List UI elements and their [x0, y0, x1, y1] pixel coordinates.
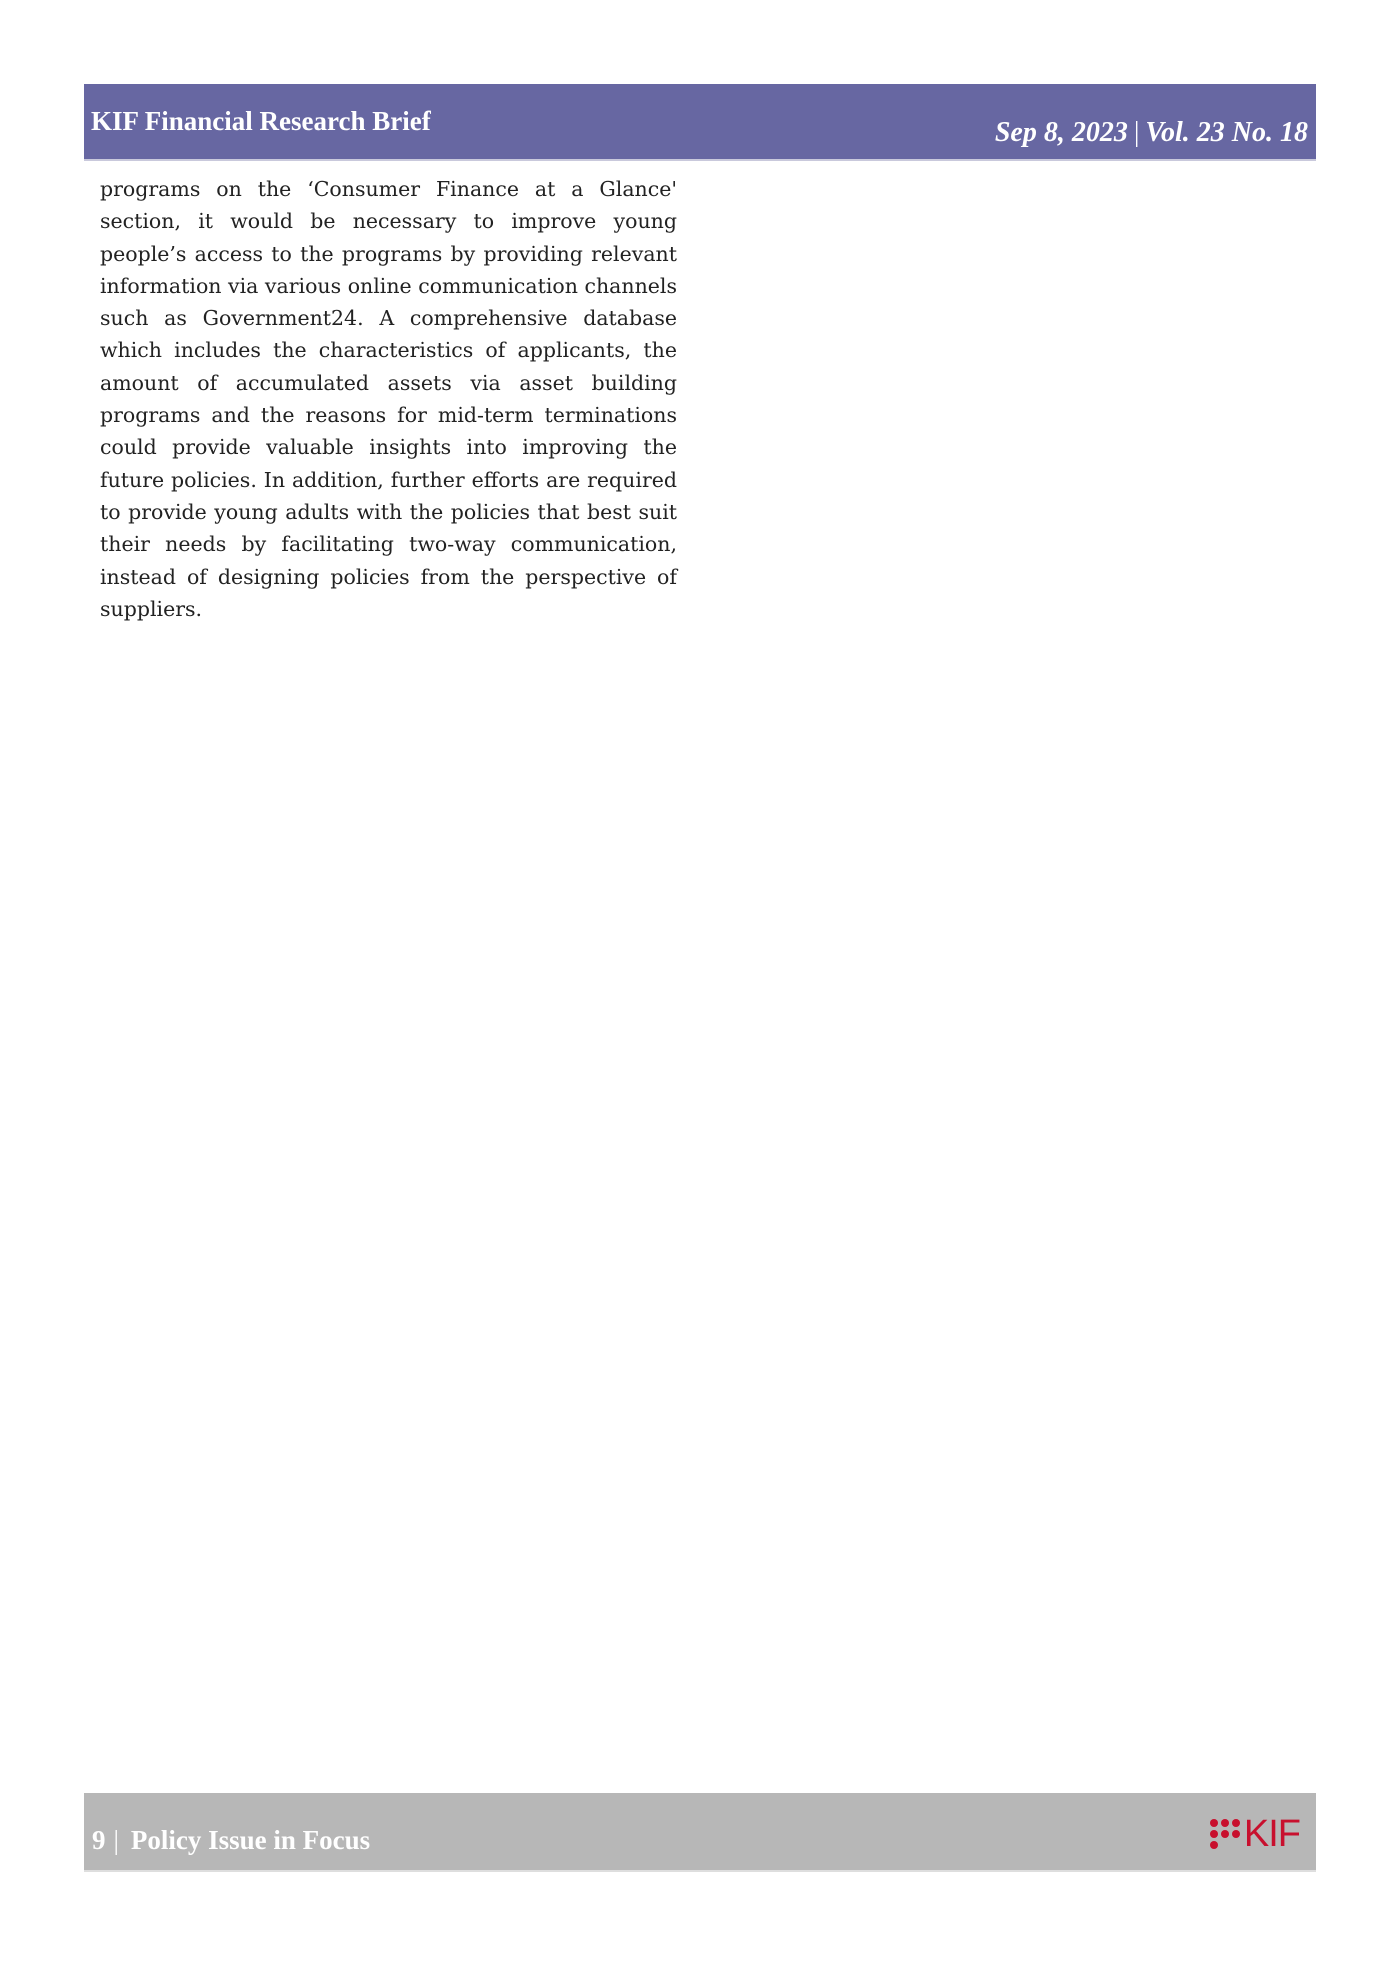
issue-separator: | — [1133, 117, 1140, 148]
issue-info — [995, 117, 1308, 149]
section-name: Policy Issue in Focus — [130, 1825, 371, 1855]
logo-dots-icon — [1210, 1819, 1240, 1849]
logo-text: KIF — [1243, 1813, 1300, 1855]
page-number: 9 — [92, 1825, 106, 1855]
kif-logo — [1210, 1813, 1300, 1855]
footer-label — [92, 1825, 370, 1856]
footer-separator: | — [113, 1825, 119, 1855]
publication-title: KIF Financial Research Brief — [91, 106, 431, 136]
page-header — [84, 84, 1316, 161]
issue-volume: Vol. 23 No. 18 — [1145, 117, 1308, 148]
page-footer — [84, 1793, 1316, 1872]
issue-date: Sep 8, 2023 — [994, 117, 1128, 148]
body-paragraph: programs on the ‘Consumer Finance at a Glance' section, it would be necessary to improve young people’s access to the programs by providing relevant information via various online communication channels such as Government24. A comprehensive database which includes the characteristics of applicants, the amount of accumulated assets via asset building programs and the reasons for mid-term terminations could provide valuable insights into improving the future policies. In addition, further efforts are required to provide young adults with the policies that best suit their needs by facilitating two-way communication, instead of designing policies from the perspective of suppliers. — [100, 177, 677, 621]
